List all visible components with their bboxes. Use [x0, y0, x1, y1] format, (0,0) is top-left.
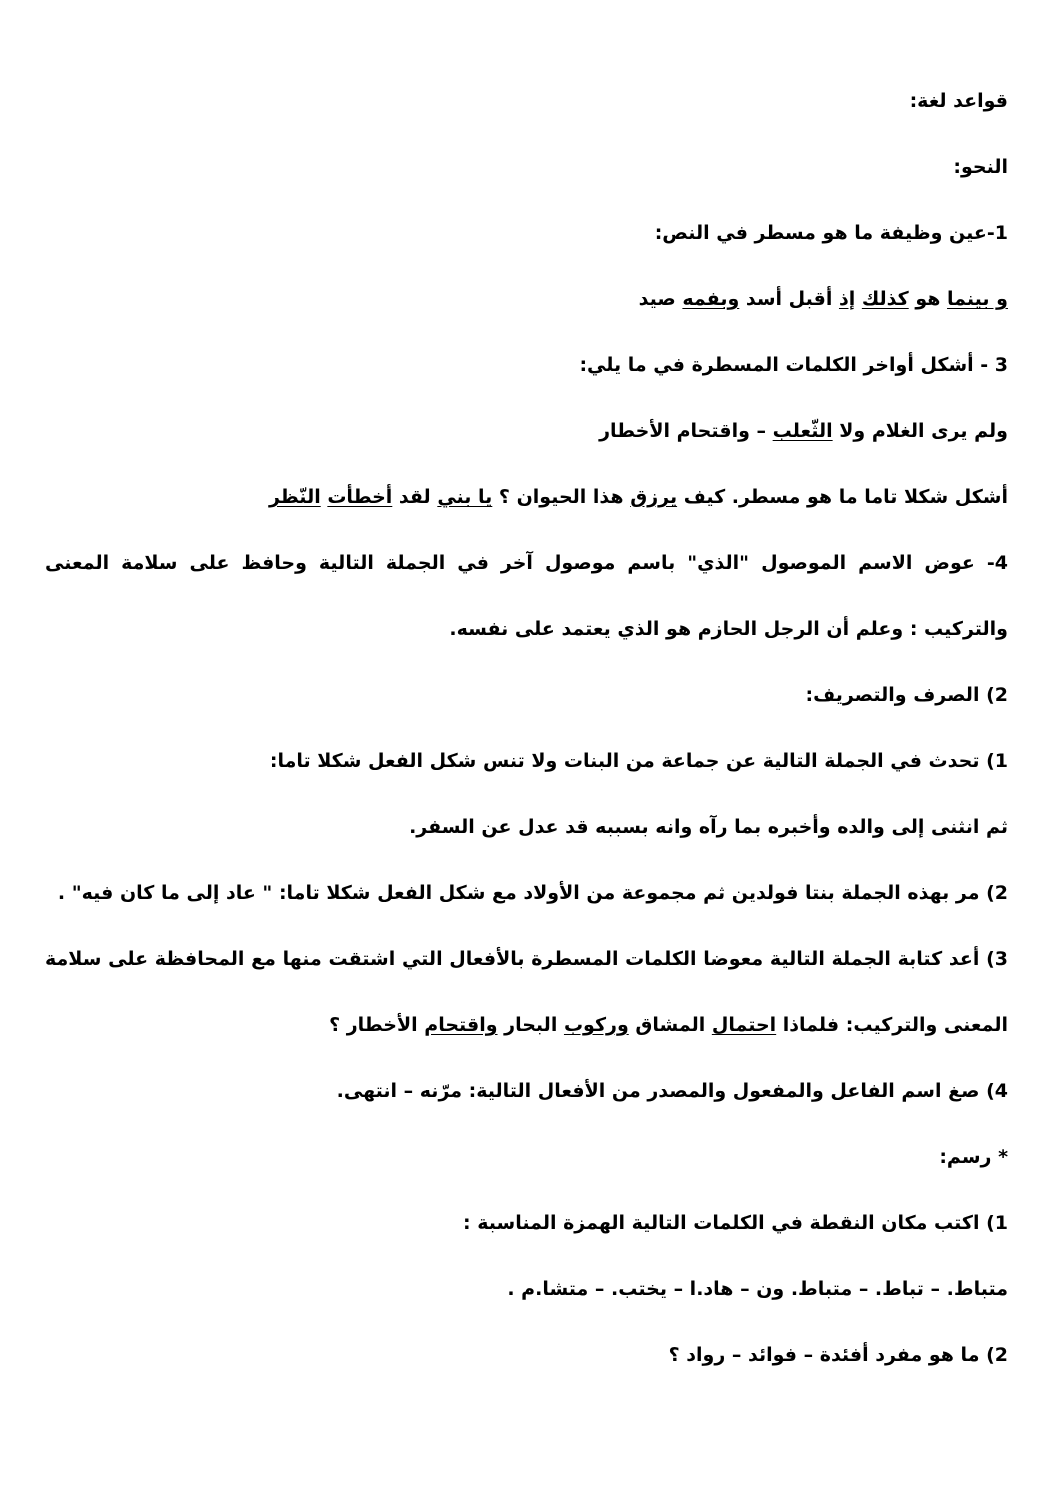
sentence-text: أقبل أسد — [739, 288, 839, 310]
underlined-word: وركوب — [563, 1014, 629, 1036]
sarf-question-2: 2) مر بهذه الجملة بنتا فولدين ثم مجموعة من الأولاد مع شكل الفعل شكلا تاما: " عاد إلى ما كان فيه" . — [57, 882, 1008, 904]
underlined-word: الثّعلب — [772, 420, 833, 442]
sarf-question-3-line-2 — [45, 1012, 1008, 1038]
underlined-word: وبفمه — [682, 288, 740, 310]
nahw-question-4-line-2: والتركيب : وعلم أن الرجل الحازم هو الذي يعتمد على نفسه. — [449, 618, 1008, 640]
sentence-text: ولم يرى الغلام ولا — [832, 420, 1008, 442]
page-heading: قواعد لغة: — [909, 90, 1008, 112]
underlined-word: أخطأت — [327, 486, 393, 508]
sentence-text: هو — [908, 288, 948, 310]
section-title-rasm: * رسم: — [939, 1146, 1008, 1168]
underlined-word: كذلك — [861, 288, 909, 310]
document-page — [45, 88, 1008, 1408]
nahw-question-4-line-1: 4- عوض الاسم الموصول "الذي" باسم موصول آخر في الجملة التالية وحافظ على سلامة المعنى — [45, 552, 1008, 574]
nahw-question-1: 1-عين وظيفة ما هو مسطر في النص: — [654, 222, 1008, 244]
sentence-text: صيد — [638, 288, 683, 310]
sarf-question-1-sentence: ثم انثنى إلى والده وأخبره بما رآه وانه بسببه قد عدل عن السفر. — [409, 816, 1008, 838]
sentence-text — [855, 288, 862, 310]
rasm-question-1: 1) اكتب مكان النقطة في الكلمات التالية الهمزة المناسبة : — [463, 1212, 1008, 1234]
sentence-text: البحار — [497, 1014, 564, 1036]
sentence-text: أشكل شكلا تاما ما هو مسطر. كيف — [677, 486, 1008, 508]
sentence-text: المشاق — [628, 1014, 712, 1036]
sentence-text: هذا الحيوان ؟ — [492, 486, 631, 508]
rasm-question-1-words: متباط. – تباط. – متباط. ون – هاد.ا – يختب. – متشا.م . — [507, 1278, 1008, 1300]
sarf-question-1: 1) تحدث في الجملة التالية عن جماعة من البنات ولا تنس شكل الفعل شكلا تاما: — [269, 750, 1008, 772]
section-title-sarf: 2) الصرف والتصريف: — [805, 684, 1008, 706]
sentence-text: – واقتحام الأخطار — [599, 420, 773, 442]
underlined-word: واقتحام — [424, 1014, 498, 1036]
sarf-question-4: 4) صغ اسم الفاعل والمفعول والمصدر من الأفعال التالية: مرّنه – انتهى. — [336, 1080, 1008, 1102]
nahw-question-3-sentence — [45, 418, 1008, 444]
underlined-word: احتمال — [711, 1014, 777, 1036]
section-title-nahw: النحو: — [953, 156, 1008, 178]
underlined-word: إذ — [838, 288, 856, 310]
underlined-word: و بينما — [947, 288, 1008, 310]
nahw-question-1-sentence — [45, 286, 1008, 312]
nahw-question-3: 3 - أشكل أواخر الكلمات المسطرة في ما يلي: — [579, 354, 1008, 376]
sarf-question-3-line-1: 3) أعد كتابة الجملة التالية معوضا الكلمات المسطرة بالأفعال التي اشتقت منها مع المحافظة على سلامة — [45, 948, 1008, 970]
sentence-text: الأخطار ؟ — [329, 1014, 425, 1036]
underlined-word: النّظر — [268, 486, 321, 508]
sentence-text: لقد — [392, 486, 438, 508]
underlined-word: يرزق — [630, 486, 678, 508]
rasm-question-2: 2) ما هو مفرد أفئدة – فوائد – رواد ؟ — [668, 1344, 1008, 1366]
underlined-word: يا بني — [437, 486, 493, 508]
nahw-question-3b — [45, 484, 1008, 510]
sentence-text: المعنى والتركيب: فلماذا — [776, 1014, 1008, 1036]
